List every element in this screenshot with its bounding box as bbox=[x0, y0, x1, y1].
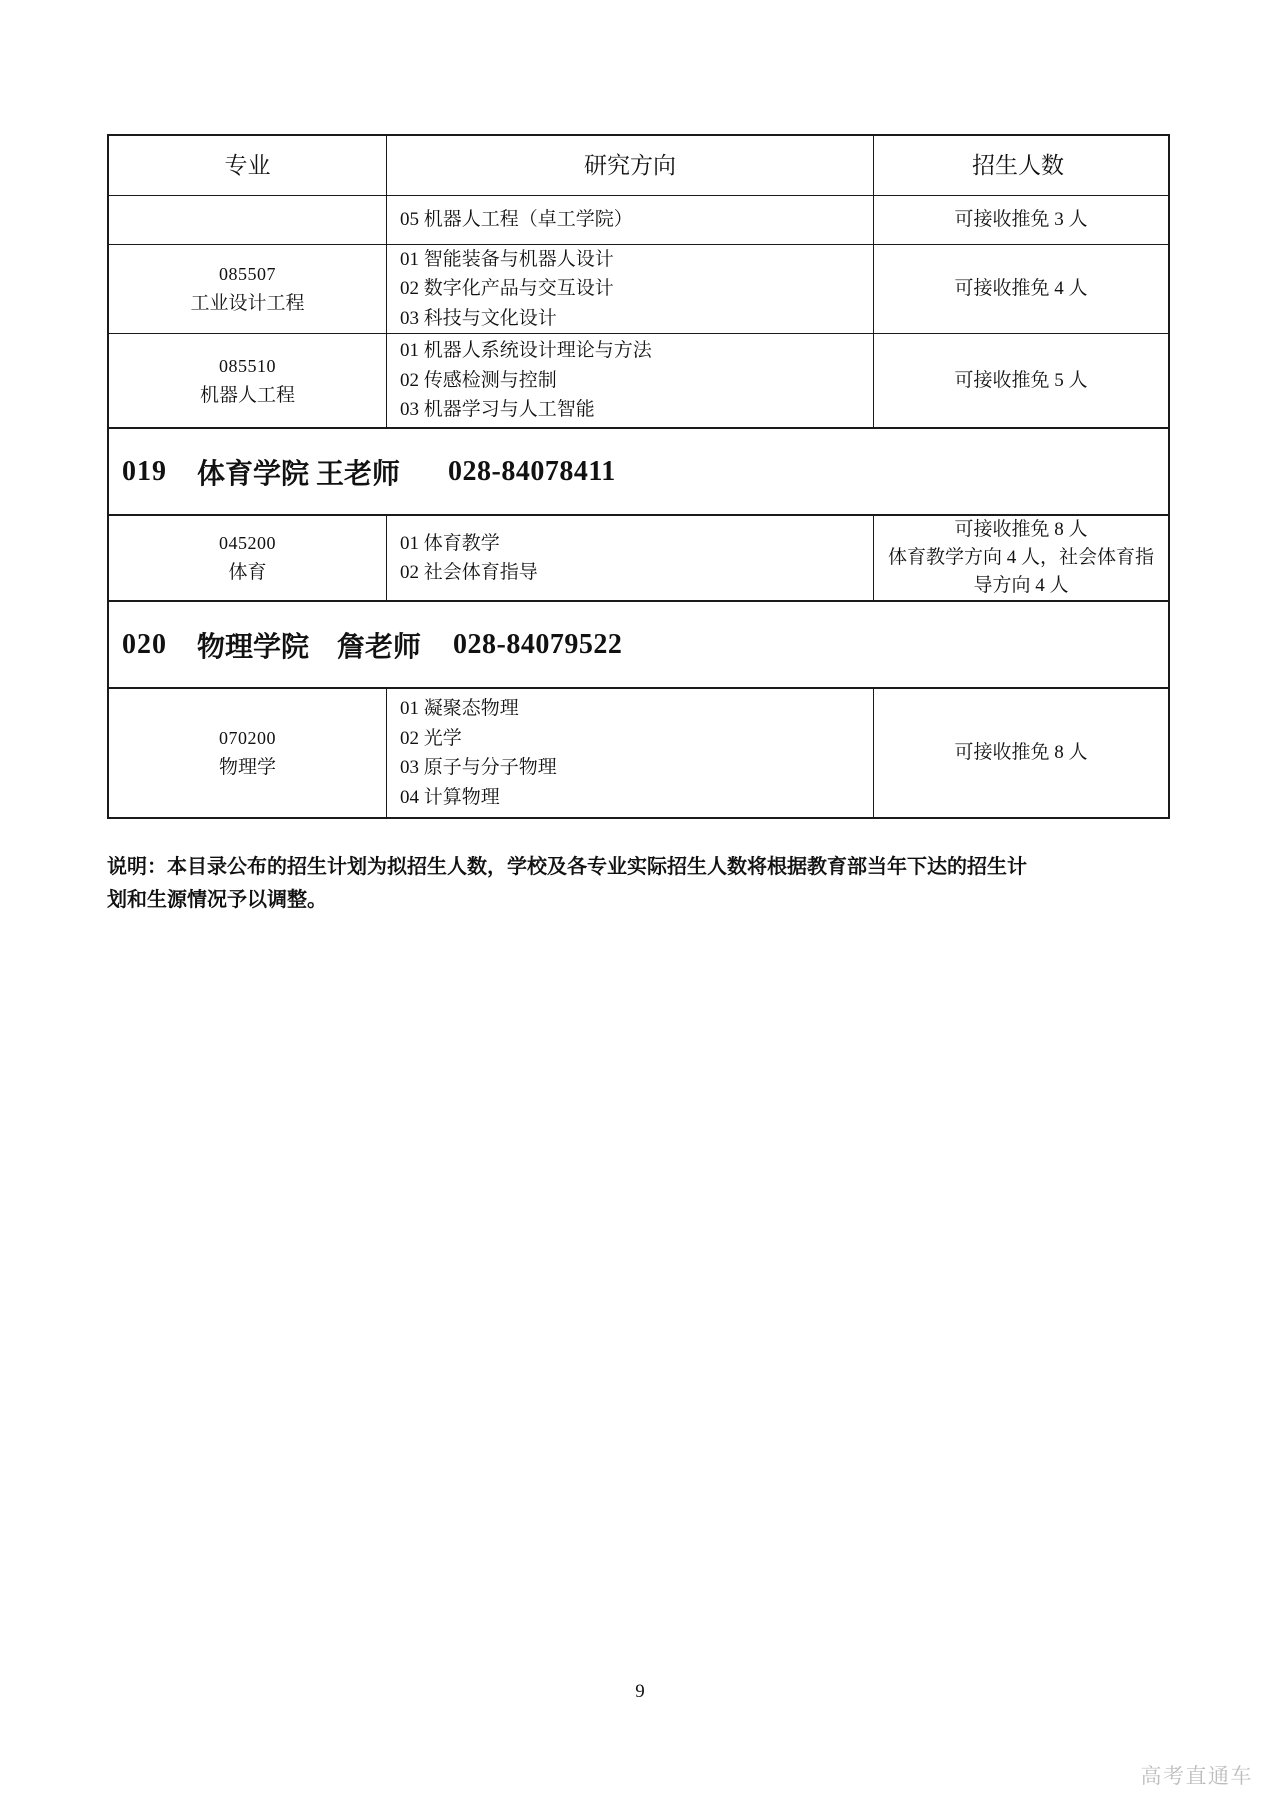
table-row bbox=[109, 514, 1168, 600]
direction-line: 02 数字化产品与交互设计 bbox=[400, 278, 614, 300]
directions-cell bbox=[387, 689, 874, 817]
col-header-research-direction: 研究方向 bbox=[387, 136, 874, 195]
directions-cell bbox=[387, 334, 874, 427]
department-teacher: 詹老师 bbox=[337, 631, 422, 663]
page-number: 9 bbox=[635, 1681, 645, 1702]
department-name: 物理学院 bbox=[197, 631, 310, 663]
quota-cell bbox=[874, 689, 1168, 817]
major-name: 物理学 bbox=[218, 757, 276, 778]
quota-cell bbox=[874, 196, 1168, 244]
quota-line: 可接收推免 8 人 bbox=[954, 519, 1088, 540]
department-code: 020 bbox=[122, 628, 167, 660]
directions-cell bbox=[387, 245, 874, 333]
direction-line: 05 机器人工程（卓工学院） bbox=[400, 209, 633, 231]
quota-line: 可接收推免 8 人 bbox=[954, 742, 1088, 763]
directions-cell bbox=[387, 516, 874, 600]
note-line: 划和生源情况予以调整。 bbox=[107, 889, 327, 911]
quota-line: 体育教学方向 4 人，社会体育指 bbox=[887, 547, 1154, 568]
direction-line: 01 智能装备与机器人设计 bbox=[400, 248, 614, 270]
direction-line: 01 凝聚态物理 bbox=[400, 698, 519, 719]
note-line: 说明：本目录公布的招生计划为拟招生人数，学校及各专业实际招生人数将根据教育部当年下达的招生计 bbox=[107, 856, 1027, 878]
directions-cell bbox=[387, 196, 874, 244]
direction-line: 03 机器学习与人工智能 bbox=[400, 399, 595, 421]
direction-line: 02 光学 bbox=[400, 727, 462, 749]
major-code: 085510 bbox=[219, 355, 276, 376]
section-heading-019 bbox=[109, 427, 1168, 514]
major-code: 070200 bbox=[219, 728, 276, 748]
admissions-catalog-table bbox=[107, 134, 1170, 819]
major-code: 045200 bbox=[219, 533, 276, 553]
table-header-row bbox=[109, 136, 1168, 195]
quota-cell bbox=[874, 516, 1168, 600]
direction-line: 02 社会体育指导 bbox=[400, 562, 538, 583]
col-header-enrollment-quota: 招生人数 bbox=[972, 153, 1064, 178]
col-header-major: 专业 bbox=[109, 136, 387, 195]
direction-line: 01 机器人系统设计理论与方法 bbox=[400, 340, 652, 362]
department-code: 019 bbox=[122, 455, 167, 487]
section-heading-020 bbox=[109, 600, 1168, 687]
quota-line: 可接收推免 4 人 bbox=[954, 278, 1088, 299]
major-name: 体育 bbox=[228, 562, 267, 583]
table-row bbox=[109, 195, 1168, 244]
quota-line: 可接收推免 5 人 bbox=[954, 369, 1088, 391]
department-name-teacher: 体育学院 王老师 bbox=[197, 458, 401, 490]
quota-cell bbox=[874, 334, 1168, 427]
direction-line: 02 传感检测与控制 bbox=[400, 369, 557, 391]
direction-line: 01 体育教学 bbox=[400, 532, 500, 554]
major-cell-empty bbox=[109, 196, 387, 244]
major-code: 085507 bbox=[219, 264, 276, 284]
direction-line: 03 原子与分子物理 bbox=[400, 757, 557, 778]
major-cell bbox=[109, 516, 387, 600]
major-cell bbox=[109, 245, 387, 333]
major-cell bbox=[109, 334, 387, 427]
table-row bbox=[109, 687, 1168, 817]
department-phone: 028-84079522 bbox=[453, 628, 623, 660]
quota-line: 可接收推免 3 人 bbox=[954, 209, 1088, 230]
major-name: 工业设计工程 bbox=[190, 293, 305, 314]
department-phone: 028-84078411 bbox=[448, 455, 616, 487]
direction-line: 03 科技与文化设计 bbox=[400, 307, 557, 329]
quota-line: 导方向 4 人 bbox=[973, 575, 1069, 596]
major-name: 机器人工程 bbox=[199, 384, 295, 406]
major-cell bbox=[109, 689, 387, 817]
quota-cell bbox=[874, 245, 1168, 333]
table-row bbox=[109, 244, 1168, 333]
explanatory-note bbox=[107, 851, 1177, 917]
direction-line: 04 计算物理 bbox=[400, 786, 500, 808]
watermark-text: 高考直通车 bbox=[1140, 1765, 1253, 1788]
table-row bbox=[109, 333, 1168, 427]
